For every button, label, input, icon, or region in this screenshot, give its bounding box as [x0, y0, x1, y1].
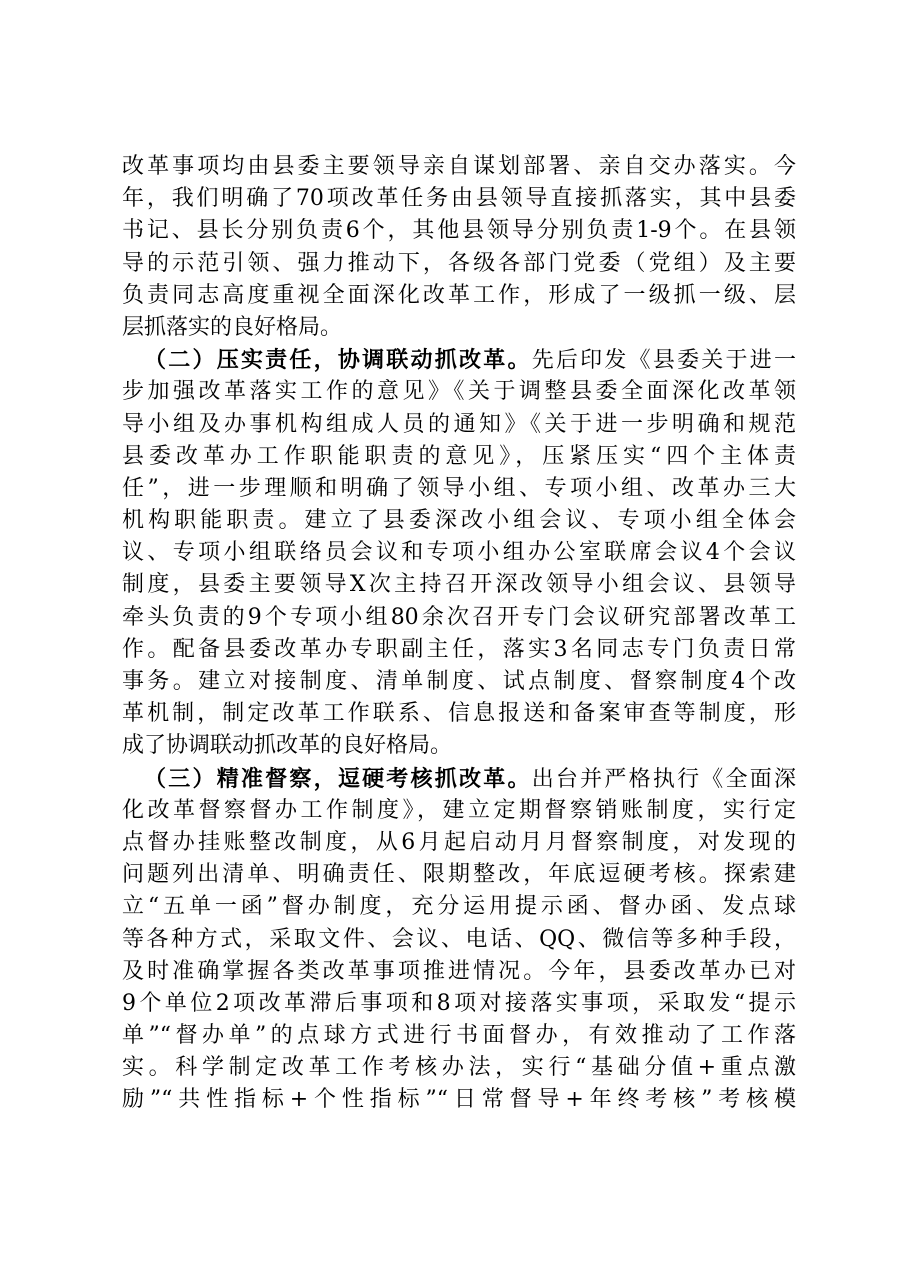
paragraph-2-line-5: 任”，进一步理顺和明确了领导小组、专项小组、改革办三大	[122, 475, 796, 501]
paragraph-3-line-1: 出台并严格执行《全面深	[531, 766, 796, 792]
paragraph-1-line-4: 导的示范引领、强力推动下，各级各部门党委（党组）及主要	[122, 250, 796, 276]
paragraph-1-line-3: 书记、县长分别负责6个，其他县领导分别负责1-9个。在县领	[122, 218, 796, 244]
paragraph-2-line-12: 革机制，制定改革工作联系、信息报送和备案审查等制度，形	[122, 701, 796, 727]
paragraph-2-line-10: 作。配备县委改革办专职副主任，落实3名同志专门负责日常	[122, 636, 796, 662]
paragraph-3-line-4: 问题列出清单、明确责任、限期整改，年底逗硬考核。探索建	[122, 862, 796, 888]
section-heading-2: （二）压实责任，协调联动抓改革。	[144, 347, 532, 374]
paragraph-2-line-11: 事务。建立对接制度、清单制度、试点制度、督察制度4个改	[122, 669, 796, 694]
paragraph-2-line-3: 导小组及办事机构组成人员的通知》《关于进一步明确和规范	[122, 411, 796, 437]
paragraph-1-line-1: 改革事项均由县委主要领导亲自谋划部署、亲自交办落实。今	[122, 154, 796, 179]
paragraph-2-first-line	[122, 344, 796, 376]
paragraph-3-line-10: 实。科学制定改革工作考核办法，实行“基础分值+重点激	[122, 1055, 796, 1081]
document-body	[122, 151, 796, 1117]
section-heading-3: （三）精准督察，逗硬考核抓改革。	[144, 765, 532, 792]
paragraph-1-line-6: 层抓落实的良好格局。	[122, 314, 343, 340]
paragraph-3-line-5: 立“五单一函”督办制度，充分运用提示函、督办函、发点球	[122, 894, 796, 920]
paragraph-2-line-2: 步加强改革落实工作的意见》《关于调整县委全面深化改革领	[122, 379, 796, 405]
paragraph-2-line-8: 制度，县委主要领导X次主持召开深改领导小组会议、县领导	[122, 572, 796, 598]
paragraph-3-line-9: 单”“督办单”的点球方式进行书面督办，有效推动了工作落	[122, 1023, 796, 1049]
paragraph-2-line-13: 成了协调联动抓改革的良好格局。	[122, 733, 453, 759]
paragraph-3-line-2: 化改革督察督办工作制度》，建立定期督察销账制度，实行定	[122, 797, 796, 823]
paragraph-2-line-4: 县委改革办工作职能职责的意见》，压紧压实“四个主体责	[122, 443, 796, 469]
paragraph-3-line-7: 及时准确掌握各类改革事项推进情况。今年，县委改革办已对	[122, 958, 796, 984]
paragraph-1-line-5: 负责同志高度重视全面深化改革工作，形成了一级抓一级、层	[122, 282, 796, 308]
paragraph-3-line-3: 点督办挂账整改制度，从6月起启动月月督察制度，对发现的	[122, 829, 796, 855]
paragraph-1-line-2: 年，我们明确了70项改革任务由县领导直接抓落实，其中县委	[122, 186, 796, 212]
paragraph-3-first-line	[122, 763, 796, 795]
paragraph-3-line-11: 励”“共性指标+个性指标”“日常督导+年终考核”考核模	[122, 1087, 796, 1113]
paragraph-2-line-7: 议、专项小组联络员会议和专项小组办公室联席会议4个会议	[122, 540, 796, 566]
paragraph-2-line-9: 牵头负责的9个专项小组80余次召开专门会议研究部署改革工	[122, 604, 796, 630]
paragraph-2-line-6: 机构职能职责。建立了县委深改小组会议、专项小组全体会	[122, 508, 796, 534]
paragraph-3-line-6: 等各种方式，采取文件、会议、电话、QQ、微信等多种手段，	[122, 926, 796, 952]
paragraph-2-line-1: 先后印发《县委关于进一	[531, 348, 796, 374]
paragraph-3-line-8: 9个单位2项改革滞后事项和8项对接落实事项，采取发“提示	[122, 990, 796, 1016]
